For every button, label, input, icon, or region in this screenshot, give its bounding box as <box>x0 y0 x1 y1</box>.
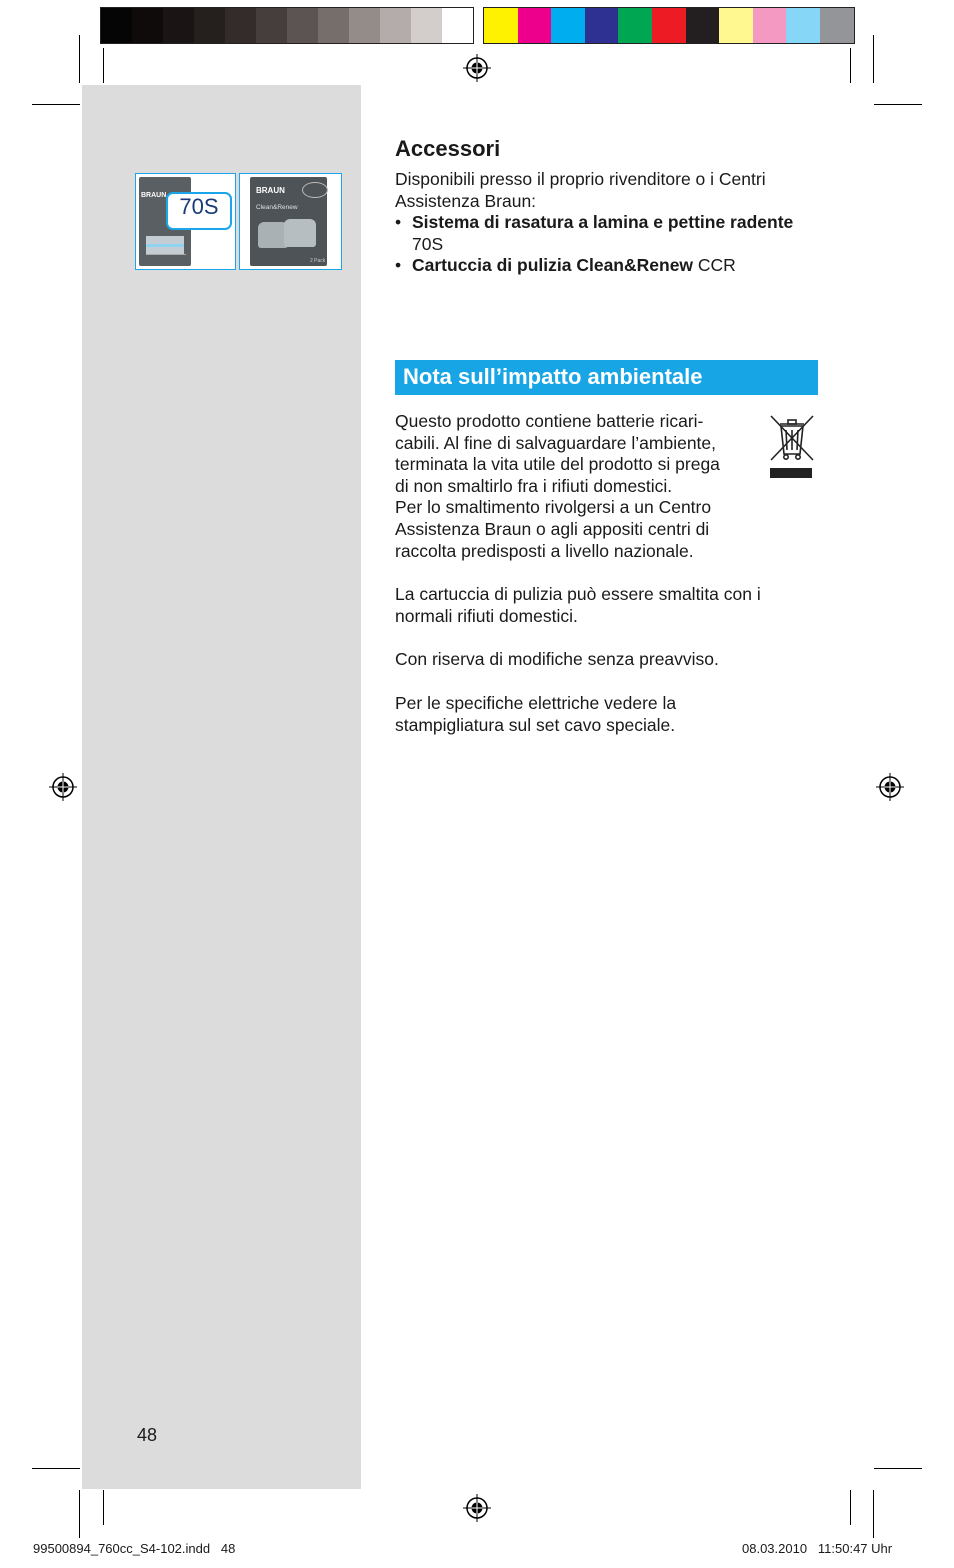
crossed-out-bin-icon <box>768 412 816 480</box>
crop-mark <box>103 48 104 83</box>
text-line: di non smaltirlo fra i rifiuti domestici. <box>395 475 673 496</box>
color-swatch <box>132 8 163 43</box>
text-line: raccolta predisposti a livello nazionale. <box>395 540 694 561</box>
environment-heading-bar <box>395 360 818 395</box>
item-name: Sistema di rasatura a lamina e pettine radente <box>412 212 794 233</box>
color-swatch <box>411 8 442 43</box>
crop-mark <box>103 1490 104 1525</box>
accessories-body <box>395 169 815 277</box>
color-swatch <box>686 8 720 43</box>
footer-timestamp: 08.03.2010 11:50:47 Uhr <box>742 1541 893 1556</box>
color-swatch <box>484 8 518 43</box>
color-swatch <box>442 8 473 43</box>
color-swatch <box>194 8 225 43</box>
color-calibration-bar <box>100 7 474 44</box>
list-item: • Sistema di rasatura a lamina e pettine radente 70S <box>395 212 794 254</box>
text-line: terminata la vita utile del prodotto si prega <box>395 454 720 475</box>
pack-count-label: 2 Pack <box>310 258 326 264</box>
color-swatch <box>786 8 820 43</box>
crop-mark <box>850 1490 851 1525</box>
footer-file-info: 99500894_760cc_S4-102.indd 48 <box>33 1541 236 1556</box>
crop-mark <box>873 35 874 83</box>
text-line: cabili. Al fine di salvaguardare l’ambiente, <box>395 432 717 453</box>
crop-mark <box>32 1468 80 1469</box>
color-swatch <box>518 8 552 43</box>
crop-mark <box>873 1490 874 1538</box>
color-swatch <box>318 8 349 43</box>
environment-paragraph-3: Con riserva di modifiche senza preavviso. <box>395 649 719 669</box>
crop-mark <box>850 48 851 83</box>
product-badge-70s: 70S <box>179 194 219 219</box>
pack-brand-label: BRAUN <box>141 192 167 199</box>
color-swatch <box>287 8 318 43</box>
left-margin-column <box>82 85 361 1489</box>
color-swatch <box>349 8 380 43</box>
text-line: Questo prodotto contiene batterie ricari- <box>395 411 704 431</box>
environment-paragraph-1 <box>395 411 775 562</box>
color-swatch <box>820 8 854 43</box>
page-number: 48 <box>137 1425 158 1445</box>
text-line: Assistenza Braun o agli appositi centri di <box>395 518 710 539</box>
crop-mark <box>874 104 922 105</box>
foil-cutter-pack-image <box>135 173 236 270</box>
color-calibration-bar <box>483 7 855 44</box>
color-swatch <box>101 8 132 43</box>
registration-mark-icon <box>876 773 904 801</box>
registration-mark-icon <box>49 773 77 801</box>
crop-mark <box>79 35 80 83</box>
item-code: 70S <box>412 233 444 254</box>
registration-mark-icon <box>463 1494 491 1522</box>
color-swatch <box>163 8 194 43</box>
crop-mark <box>32 104 80 105</box>
color-swatch <box>225 8 256 43</box>
accessories-intro: Disponibili presso il proprio rivenditore o i Centri Assistenza Braun: <box>395 169 766 211</box>
color-swatch <box>618 8 652 43</box>
item-code: CCR <box>693 255 736 276</box>
environment-paragraph-4: Per le specifiche elettriche vedere la stampigliatura sul set cavo speciale. <box>395 693 677 735</box>
color-swatch <box>256 8 287 43</box>
clean-renew-pack-image <box>239 173 342 270</box>
color-swatch <box>753 8 787 43</box>
accessories-heading: Accessori <box>395 136 501 161</box>
environment-heading: Nota sull’impatto ambientale <box>403 364 703 389</box>
color-swatch <box>380 8 411 43</box>
item-name: Cartuccia di pulizia Clean&Renew <box>412 255 694 276</box>
color-swatch <box>585 8 619 43</box>
pack-brand-label: BRAUN <box>256 186 285 195</box>
color-swatch <box>551 8 585 43</box>
color-swatch <box>652 8 686 43</box>
crop-mark <box>79 1490 80 1538</box>
color-swatch <box>719 8 753 43</box>
list-item: • Cartuccia di pulizia Clean&Renew CCR <box>395 255 736 276</box>
crop-mark <box>874 1468 922 1469</box>
environment-paragraph-2: La cartuccia di pulizia può essere smaltita con i normali rifiuti domestici. <box>395 584 761 626</box>
pack-product-label: Clean&Renew <box>256 204 298 211</box>
text-line: Per lo smaltimento rivolgersi a un Centro <box>395 497 712 518</box>
registration-mark-icon <box>463 54 491 82</box>
